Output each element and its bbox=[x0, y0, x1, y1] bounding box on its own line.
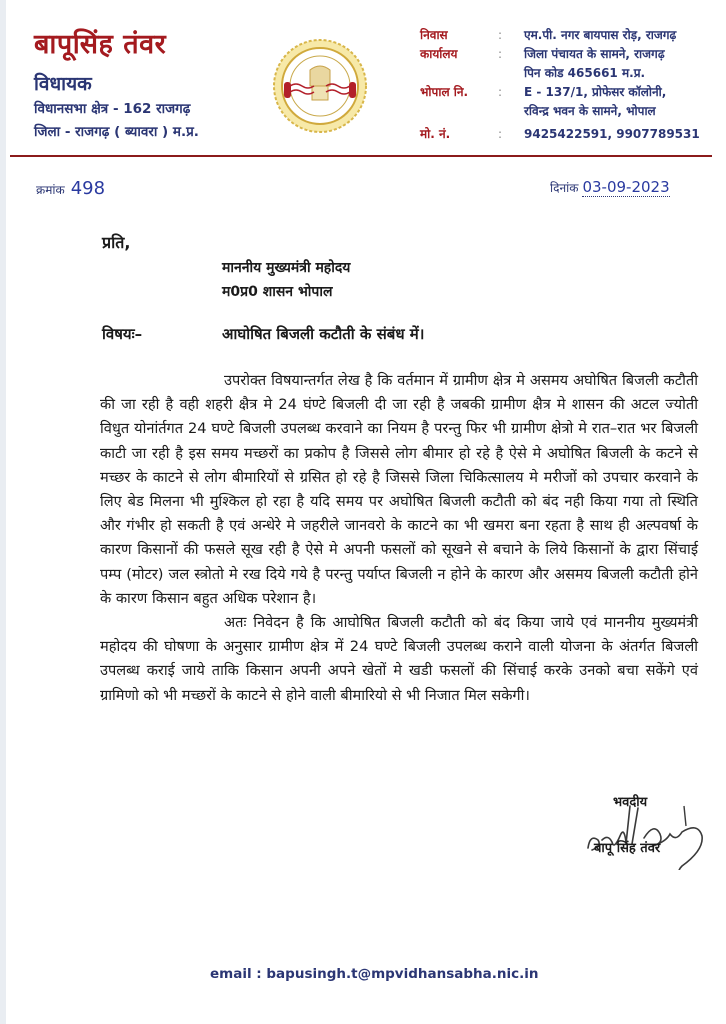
page-edge bbox=[0, 0, 6, 1024]
contact-label: भोपाल नि. bbox=[420, 85, 469, 99]
letter-date bbox=[550, 178, 670, 196]
body-paragraph: उपरोक्त विषयान्तर्गत लेख है कि वर्तमान में ग्रामीण क्षेत्र मे असमय अघोषित बिजली कटौती की जा रही है वही शहरी क्षैत्र मे 24 घंण्टे बिजली दी जा रही है जबकी ग्रामीण क्षैत्र मे शासन की अटल ज्योती विधुत योनांर्तगत 24 घण्टे बिजली उपलब्ध करवाने का नियम है परन्तु फिर भी ग्रामीण क्षेत्रो मे रात–रात भर बिजली काटी जा रही है इस समय मच्छरों का प्रकोप है जिससे लोग बीमार हो रहे है ऐसे मे अघोषित बिजली के कटने से मच्छर के काटने से लोग बीमारियों से ग्रसित हो रहे है जिससे जिला चिकित्सालय मे मरीजों को उपचार करवाने के लिए बेड मिलना भी मुश्किल हो रहा है यदि समय पर अघोषित बिजली कटौती को बंद नही किया गया तो स्थिति और गंभीर हो सकती है एवं अन्धेरे मे जहरीले जानवरो के काटने का भी खमरा बना रहता है साथ ही अल्पवर्षा के कारण किसानों की फसले सूख रही है ऐसे मे अपनी फसलों को सूखने से बचाने के लिये किसानों के द्वारा सिंचाई पम्प (मोटर) जल स्त्रोतो मे रख दिये गये है परन्तु पर्याप्त बिजली न होने के कारण और असमय बिजली कटौती होने के कारण किसान बहुत अधिक परेशान है। bbox=[100, 372, 699, 607]
contact-row bbox=[420, 63, 720, 82]
contact-value: 9425422591, 9907789531 bbox=[524, 126, 700, 141]
contact-row bbox=[420, 124, 720, 143]
date-value: 03-09-2023 bbox=[582, 178, 670, 196]
contact-row bbox=[420, 82, 720, 101]
subject-label: विषयः– bbox=[102, 325, 143, 343]
contact-label: निवास bbox=[420, 28, 448, 42]
letterhead-district: जिला - राजगढ़ ( ब्यावरा ) म.प्र. bbox=[34, 124, 199, 140]
contact-row bbox=[420, 25, 720, 44]
contact-row bbox=[420, 101, 720, 120]
addressee-line-1: माननीय मुख्यमंत्री महोदय bbox=[222, 260, 351, 276]
contact-block bbox=[420, 25, 720, 143]
contact-value: रविन्द्र भवन के सामने, भोपाल bbox=[524, 104, 656, 118]
subject-text: आघोषित बिजली कटौती के संबंध में। bbox=[222, 325, 425, 343]
letterhead-designation: विधायक bbox=[34, 73, 92, 95]
contact-label: कार्यालय bbox=[420, 47, 458, 61]
reference-number bbox=[36, 178, 105, 199]
reference-label: क्रमांक bbox=[36, 183, 65, 197]
letterhead-name: बापूसिंह तंवर bbox=[34, 29, 167, 60]
email-label: email : bbox=[210, 966, 262, 982]
salutation: प्रति, bbox=[102, 233, 131, 252]
email-address[interactable]: bapusingh.t@mpvidhansabha.nic.in bbox=[266, 966, 539, 982]
contact-value: E - 137/1, प्रोफेसर कॉलोनी, bbox=[524, 85, 667, 99]
vidhan-sabha-seal-icon bbox=[272, 38, 368, 134]
contact-colon: : bbox=[498, 126, 503, 141]
header-divider bbox=[10, 155, 712, 157]
addressee-line-2: म0प्र0 शासन भोपाल bbox=[222, 284, 333, 300]
footer-email bbox=[210, 966, 539, 982]
contact-label: मो. नं. bbox=[420, 127, 451, 141]
signatory-name: बापू सिंह तंवर bbox=[594, 841, 661, 856]
body-paragraph: अतः निवेदन है कि आघोषित बिजली कटौती को बंद किया जाये एवं माननीय मुख्यमंत्री महोदय की घोषणा के अनुसार ग्रामीण क्षेत्र में 24 घण्टे बिजली उपलब्ध कराने वाली योजना के अंतर्गत बिजली उपलब्ध कराई जाये ताकि किसान अपनी अपने खेतों मे खडी फसलों की सिंचाई करके उनको बचा सकेंगे एवं ग्रामिणो को भी मच्छरों के काटने से होने वाली बीमारियो से भी निजात मिल सकेगी। bbox=[100, 614, 698, 704]
date-label: दिनांक bbox=[550, 181, 579, 195]
letter-body bbox=[100, 369, 698, 708]
contact-colon: : bbox=[498, 84, 503, 99]
handwritten-signature-icon bbox=[580, 800, 720, 870]
letterhead-constituency: विधानसभा क्षेत्र - 162 राजगढ़ bbox=[34, 101, 191, 117]
contact-colon: : bbox=[498, 27, 503, 42]
contact-row bbox=[420, 44, 720, 63]
reference-value: 498 bbox=[70, 178, 106, 199]
closing: भवदीय bbox=[613, 795, 648, 810]
contact-colon: : bbox=[498, 46, 503, 61]
contact-value: पिन कोड 465661 म.प्र. bbox=[524, 66, 646, 80]
contact-value: एम.पी. नगर बायपास रोड़, राजगढ़ bbox=[524, 28, 677, 42]
contact-value: जिला पंचायत के सामने, राजगढ़ bbox=[524, 47, 665, 61]
